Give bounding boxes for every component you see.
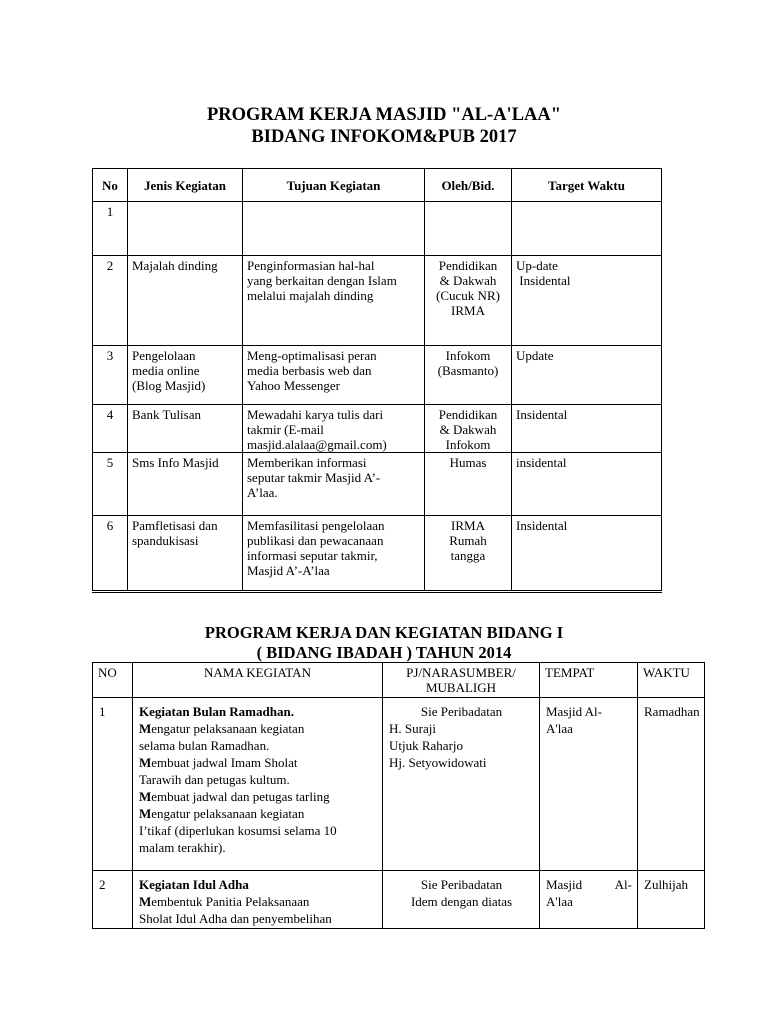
row-tujuan-kegiatan-line: Yahoo Messenger: [247, 378, 340, 393]
row-tujuan-kegiatan: [243, 346, 425, 405]
row-oleh-bid-line: Humas: [449, 455, 487, 470]
header-nama-kegiatan: NAMA KEGIATAN: [133, 663, 383, 698]
row-oleh-bid-line: Pendidikan: [438, 407, 498, 422]
pj-line: Sie Peribadatan: [420, 877, 503, 892]
row-oleh-bid-line: Rumah: [449, 533, 487, 548]
row-waktu: Ramadhan: [638, 698, 705, 871]
table-row: [93, 202, 662, 256]
row-jenis-kegiatan-line: Pengelolaan: [132, 348, 196, 363]
header-pj-line1: PJ/NARASUMBER/: [406, 665, 516, 680]
row-jenis-kegiatan-line: media online: [132, 363, 200, 378]
row-tujuan-kegiatan-line: media berbasis web dan: [247, 363, 372, 378]
row-tujuan-kegiatan-line: takmir (E-mail: [247, 422, 324, 437]
row-nama-kegiatan: [133, 871, 383, 929]
row-oleh-bid: [425, 516, 512, 591]
ibadah-program-table: [92, 662, 705, 929]
row-oleh-bid: [425, 453, 512, 516]
table-row: [93, 453, 662, 516]
header-no: No: [93, 169, 128, 202]
row-no: 2: [93, 871, 133, 929]
row-target-waktu: [512, 256, 662, 346]
row-jenis-kegiatan-line: Bank Tulisan: [132, 407, 201, 422]
infokom-program-table: [92, 168, 662, 591]
row-jenis-kegiatan: [128, 516, 243, 591]
row-no: 1: [93, 698, 133, 871]
table-row: [93, 871, 705, 929]
row-oleh-bid-line: Infokom: [445, 437, 491, 452]
row-target-waktu: [512, 202, 662, 256]
row-oleh-bid-line: Pendidikan: [438, 258, 498, 273]
header-target-waktu: Target Waktu: [512, 169, 662, 202]
row-tujuan-kegiatan: [243, 256, 425, 346]
row-target-waktu-line: Update: [516, 348, 554, 363]
row-oleh-bid-line: & Dakwah: [439, 273, 497, 288]
row-target-waktu-line: Insidental: [516, 518, 568, 533]
row-oleh-bid-line: IRMA: [451, 518, 485, 533]
row-jenis-kegiatan-line: spandukisasi: [132, 533, 199, 548]
row-target-waktu-line: insidental: [516, 455, 567, 470]
activity-line: Membentuk Panitia Pelaksanaan: [139, 894, 310, 909]
tempat-line: A'laa: [546, 721, 573, 736]
activity-line: malam terakhir).: [139, 840, 226, 855]
pj-line: Hj. Setyowidowati: [389, 755, 487, 770]
header-oleh-bid: Oleh/Bid.: [425, 169, 512, 202]
row-oleh-bid-line: IRMA: [451, 303, 485, 318]
row-tujuan-kegiatan-line: melalui majalah dinding: [247, 288, 374, 303]
tempat-line: Masjid Al-: [546, 704, 602, 719]
row-no: 2: [93, 256, 128, 346]
table-bottom-rule: [92, 592, 662, 593]
row-target-waktu-line: Insidental: [516, 407, 568, 422]
header-tujuan-kegiatan: Tujuan Kegiatan: [243, 169, 425, 202]
table-header-row: [93, 169, 662, 202]
row-jenis-kegiatan: [128, 256, 243, 346]
activity-line: I’tikaf (diperlukan kosumsi selama 10: [139, 823, 337, 838]
row-jenis-kegiatan-line: (Blog Masjid): [132, 378, 206, 393]
row-tujuan-kegiatan-line: Memfasilitasi pengelolaan: [247, 518, 385, 533]
row-target-waktu: [512, 516, 662, 591]
row-no: 3: [93, 346, 128, 405]
row-no: 4: [93, 405, 128, 453]
row-nama-kegiatan: [133, 698, 383, 871]
row-pj: [383, 871, 540, 929]
row-jenis-kegiatan-line: Pamfletisasi dan: [132, 518, 218, 533]
row-no: 6: [93, 516, 128, 591]
activity-title: Kegiatan Bulan Ramadhan.: [139, 704, 294, 719]
row-oleh-bid: [425, 256, 512, 346]
doc2-title: [0, 623, 768, 663]
header-pj-narasumber: [383, 663, 540, 698]
row-tujuan-kegiatan-line: Memberikan informasi: [247, 455, 367, 470]
row-oleh-bid: [425, 346, 512, 405]
doc1-title-line1: PROGRAM KERJA MASJID "AL-A'LAA": [206, 105, 562, 125]
activity-line: Mengatur pelaksanaan kegiatan: [139, 806, 305, 821]
activity-line: Membuat jadwal Imam Sholat: [139, 755, 298, 770]
row-tujuan-kegiatan-line: masjid.alalaa@gmail.com): [247, 437, 387, 452]
row-jenis-kegiatan-line: Majalah dinding: [132, 258, 218, 273]
header-tempat: TEMPAT: [540, 663, 638, 698]
row-tujuan-kegiatan-line: Meng-optimalisasi peran: [247, 348, 377, 363]
row-no: 1: [93, 202, 128, 256]
doc1-title: [0, 104, 768, 148]
row-oleh-bid-line: (Cucuk NR): [436, 288, 500, 303]
row-tempat: [540, 871, 638, 929]
table-row: [93, 405, 662, 453]
header-waktu: WAKTU: [638, 663, 705, 698]
tempat-line: A'laa: [546, 894, 573, 909]
row-target-waktu-line: Up-date: [516, 258, 558, 273]
header-jenis-kegiatan: Jenis Kegiatan: [128, 169, 243, 202]
row-oleh-bid: [425, 202, 512, 256]
row-jenis-kegiatan: [128, 346, 243, 405]
row-jenis-kegiatan: [128, 453, 243, 516]
activity-line: Sholat Idul Adha dan penyembelihan: [139, 911, 332, 926]
pj-line: Idem dengan diatas: [410, 894, 513, 909]
row-tujuan-kegiatan: [243, 405, 425, 453]
table-row: [93, 256, 662, 346]
row-tujuan-kegiatan-line: Mewadahi karya tulis dari: [247, 407, 384, 422]
header-pj-line2: MUBALIGH: [425, 680, 497, 695]
row-tujuan-kegiatan: [243, 202, 425, 256]
pj-line: Sie Peribadatan: [420, 704, 503, 719]
table-row: [93, 516, 662, 591]
row-target-waktu: [512, 453, 662, 516]
row-target-waktu: [512, 405, 662, 453]
pj-line: H. Suraji: [389, 721, 436, 736]
row-oleh-bid-line: Infokom: [445, 348, 491, 363]
row-oleh-bid-line: tangga: [450, 548, 486, 563]
pj-line: Utjuk Raharjo: [389, 738, 464, 753]
doc1-title-line2: BIDANG INFOKOM&PUB 2017: [251, 127, 517, 147]
activity-title: Kegiatan Idul Adha: [139, 877, 249, 892]
row-jenis-kegiatan: [128, 202, 243, 256]
row-tujuan-kegiatan-line: Masjid A’-A’laa: [247, 563, 330, 578]
doc2-title-line2: ( BIDANG IBADAH ) TAHUN 2014: [256, 643, 512, 662]
row-oleh-bid-line: (Basmanto): [437, 363, 499, 378]
row-jenis-kegiatan: [128, 405, 243, 453]
row-tujuan-kegiatan-line: informasi seputar takmir,: [247, 548, 378, 563]
row-oleh-bid: [425, 405, 512, 453]
row-tujuan-kegiatan: [243, 516, 425, 591]
activity-line: Tarawih dan petugas kultum.: [139, 772, 290, 787]
row-waktu: Zulhijah: [638, 871, 705, 929]
table-header-row: [93, 663, 705, 698]
row-tujuan-kegiatan-line: Penginformasian hal-hal: [247, 258, 375, 273]
activity-line: Mengatur pelaksanaan kegiatan: [139, 721, 305, 736]
activity-line: Membuat jadwal dan petugas tarling: [139, 789, 330, 804]
activity-line: selama bulan Ramadhan.: [139, 738, 270, 753]
row-tujuan-kegiatan-line: yang berkaitan dengan Islam: [247, 273, 397, 288]
row-tempat: [540, 698, 638, 871]
table-row: [93, 346, 662, 405]
row-tujuan-kegiatan-line: seputar takmir Masjid A’-: [247, 470, 381, 485]
row-tujuan-kegiatan-line: publikasi dan pewacanaan: [247, 533, 384, 548]
row-tujuan-kegiatan-line: A’laa.: [247, 485, 278, 500]
row-target-waktu-line: Insidental: [516, 273, 571, 288]
doc2-title-line1: PROGRAM KERJA DAN KEGIATAN BIDANG I: [204, 623, 564, 642]
header-no: NO: [93, 663, 133, 698]
row-target-waktu: [512, 346, 662, 405]
table-row: [93, 698, 705, 871]
tempat-line: Masjid Al-: [546, 877, 632, 892]
row-pj: [383, 698, 540, 871]
row-oleh-bid-line: & Dakwah: [439, 422, 497, 437]
row-tujuan-kegiatan: [243, 453, 425, 516]
row-no: 5: [93, 453, 128, 516]
row-jenis-kegiatan-line: Sms Info Masjid: [132, 455, 219, 470]
